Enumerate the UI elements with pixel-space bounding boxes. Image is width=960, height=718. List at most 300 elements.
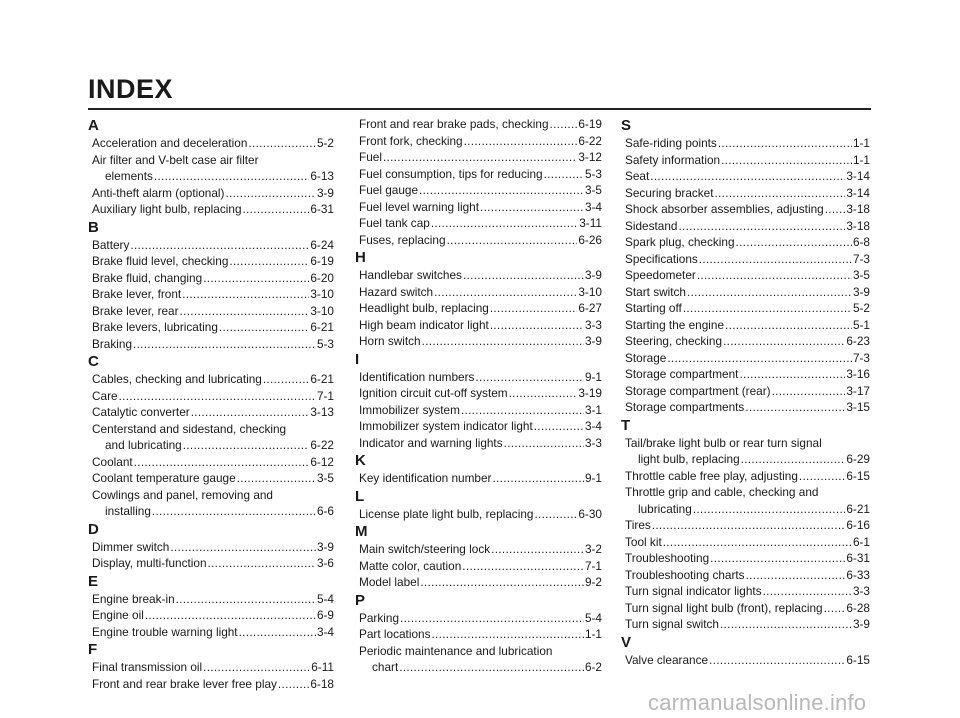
dot-leader — [490, 317, 584, 334]
entry-text: Fuel gauge — [359, 183, 419, 197]
page-number: 3-4 — [584, 199, 602, 214]
dot-leader — [170, 539, 316, 556]
page-number: 7-1 — [316, 388, 334, 403]
dot-leader — [182, 286, 309, 303]
index-entry[interactable] — [621, 484, 870, 517]
page-number: 5-4 — [584, 610, 602, 625]
entry-text: License plate light bulb, replacing — [359, 506, 534, 521]
entry-text: Coolant temperature gauge — [92, 471, 236, 485]
index-entry[interactable] — [355, 166, 602, 183]
page-number: 6-27 — [578, 301, 602, 315]
entry-text: Main switch/steering lock — [359, 542, 491, 556]
index-entry[interactable] — [621, 135, 870, 152]
dot-leader — [464, 133, 578, 150]
index-entry[interactable] — [621, 600, 870, 617]
entry-text: Brake lever, rear — [92, 303, 179, 318]
entry-text: Hazard switch — [359, 284, 434, 299]
index-entry[interactable] — [621, 251, 870, 268]
index-entry[interactable] — [355, 116, 602, 133]
page-number: 3-2 — [584, 542, 602, 556]
index-column-2 — [355, 116, 602, 676]
dot-leader — [134, 454, 310, 471]
dot-leader — [183, 437, 310, 454]
page-number: 3-13 — [310, 405, 334, 419]
entry-text: Turn signal switch — [625, 617, 719, 631]
dot-leader — [721, 152, 852, 169]
index-entry[interactable] — [355, 385, 602, 402]
index-entry[interactable] — [88, 487, 334, 520]
page-number: 3-3 — [584, 317, 602, 332]
dot-leader — [723, 333, 845, 350]
page-number: 3-15 — [846, 400, 870, 414]
entry-text: installing — [105, 504, 151, 518]
entry-text: light bulb, replacing — [638, 452, 740, 466]
watermark: carmanualsonline.info — [648, 690, 867, 715]
index-entry[interactable] — [621, 317, 870, 334]
dot-leader — [504, 435, 584, 452]
page-title: INDEX — [88, 74, 174, 104]
dot-leader — [278, 676, 309, 693]
page-number: 6-31 — [846, 551, 870, 565]
page-number: 3-9 — [316, 185, 334, 200]
page-number: 6-30 — [578, 506, 602, 521]
index-entry[interactable] — [621, 534, 870, 551]
index-entry[interactable] — [355, 267, 602, 284]
dot-leader — [663, 534, 852, 551]
index-entry[interactable] — [88, 388, 334, 405]
page-number: 6-31 — [310, 202, 334, 216]
dot-leader — [145, 607, 316, 624]
entry-text: Front fork, checking — [359, 133, 463, 148]
entry-text: Fuel tank cap — [359, 216, 430, 230]
index-entry[interactable] — [355, 574, 602, 591]
page-number: 7-3 — [852, 350, 870, 365]
index-entry[interactable] — [355, 199, 602, 216]
index-entry[interactable] — [355, 610, 602, 627]
page-number: 3-12 — [578, 150, 602, 164]
index-entry[interactable] — [355, 284, 602, 301]
dot-leader — [152, 503, 316, 520]
index-entry[interactable] — [621, 550, 870, 567]
entry-text: Display, multi-function — [92, 556, 207, 570]
index-entry[interactable] — [621, 267, 870, 284]
index-entry[interactable] — [355, 541, 602, 558]
entry-text: Starting the engine — [625, 317, 725, 332]
entry-text: Front and rear brake lever free play — [92, 676, 277, 691]
index-entry[interactable] — [355, 643, 602, 676]
index-entry[interactable] — [621, 383, 870, 400]
dot-leader — [462, 558, 584, 575]
entry-text: Valve clearance — [625, 652, 709, 667]
page-number: 6-28 — [846, 600, 870, 615]
page-number: 6-24 — [310, 237, 334, 252]
page-number: 3-10 — [310, 303, 334, 318]
dot-leader — [248, 135, 316, 152]
index-entry[interactable] — [88, 237, 334, 254]
index-entry[interactable] — [355, 182, 602, 199]
entry-text: Throttle cable free play, adjusting — [625, 468, 798, 483]
index-entry[interactable] — [621, 152, 870, 169]
dot-leader — [208, 555, 316, 572]
index-entry[interactable] — [621, 399, 870, 416]
page-number: 6-11 — [311, 660, 334, 674]
index-entry[interactable] — [621, 168, 870, 185]
page-number: 3-18 — [846, 202, 870, 216]
index-entry[interactable] — [88, 336, 334, 353]
entry-text: chart — [372, 660, 399, 674]
section-letter: K — [355, 452, 366, 469]
dot-leader — [239, 624, 316, 641]
section-letter: A — [88, 117, 99, 134]
dot-leader — [697, 267, 852, 284]
index-entry[interactable] — [621, 201, 870, 218]
index-entry[interactable] — [621, 218, 870, 235]
index-entry[interactable] — [621, 567, 870, 584]
page-number: 3-19 — [578, 386, 602, 400]
page-number: 3-9 — [316, 539, 334, 554]
dot-leader — [461, 402, 584, 419]
dot-leader — [650, 168, 845, 185]
index-entry[interactable] — [621, 185, 870, 202]
dot-leader — [741, 451, 846, 468]
page-number: 6-21 — [846, 501, 870, 516]
page-number: 9-2 — [584, 575, 602, 589]
index-entry[interactable] — [88, 253, 334, 270]
dot-leader — [491, 541, 584, 558]
entry-text: Dimmer switch — [92, 539, 170, 554]
dot-leader — [119, 388, 316, 405]
index-entry[interactable] — [88, 624, 334, 641]
dot-leader — [237, 470, 316, 487]
dot-leader — [736, 234, 852, 251]
page-number: 6-2 — [584, 660, 602, 674]
dot-leader — [229, 253, 309, 270]
index-entry[interactable] — [621, 517, 870, 534]
index-entry[interactable] — [88, 286, 334, 303]
index-entry[interactable] — [621, 333, 870, 350]
dot-leader — [475, 369, 584, 386]
index-entry[interactable] — [88, 201, 334, 218]
dot-leader — [400, 610, 584, 627]
dot-leader — [154, 168, 310, 185]
entry-text: Periodic maintenance and lubrication — [359, 643, 553, 658]
page-number: 3-4 — [316, 624, 334, 639]
entry-text: Battery — [92, 237, 130, 252]
section-letter: T — [621, 416, 631, 434]
page-number: 3-18 — [846, 218, 870, 233]
entry-text: Starting off — [625, 301, 682, 315]
page-number: 5-2 — [852, 301, 870, 315]
dot-leader — [825, 201, 846, 218]
index-entry[interactable] — [88, 303, 334, 320]
dot-leader — [203, 270, 309, 287]
index-entry[interactable] — [355, 300, 602, 317]
dot-leader — [225, 185, 315, 202]
page-number: 9-1 — [584, 369, 602, 384]
index-entry[interactable] — [355, 470, 602, 487]
page-number: 3-9 — [852, 284, 870, 299]
page-number: 3-3 — [852, 584, 870, 598]
page-number: 6-15 — [846, 468, 870, 483]
section-letter: S — [621, 117, 632, 134]
page-number: 6-15 — [846, 652, 870, 667]
entry-text: Storage compartment (rear) — [625, 383, 771, 398]
index-entry[interactable] — [355, 215, 602, 232]
index-entry[interactable] — [355, 626, 602, 643]
entry-text: Engine break-in — [92, 591, 175, 606]
dot-leader — [434, 284, 577, 301]
page-number: 6-18 — [310, 676, 334, 691]
page-number: 3-3 — [584, 435, 602, 450]
entry-text: Securing bracket — [625, 185, 714, 200]
page-number: 6-21 — [310, 372, 334, 386]
page-number: 6-22 — [578, 133, 602, 148]
index-entry[interactable] — [88, 454, 334, 471]
entry-text: Turn signal light bulb (front), replacing — [625, 600, 823, 615]
index-entry[interactable] — [355, 418, 602, 435]
index-entry[interactable] — [621, 284, 870, 301]
index-entry[interactable] — [621, 616, 870, 633]
entry-text: Spark plug, checking — [625, 235, 735, 249]
dot-leader — [725, 317, 852, 334]
entry-text: Ignition circuit cut-off system — [359, 386, 508, 400]
section-letter: D — [88, 520, 99, 538]
dot-leader — [203, 659, 310, 676]
section-letter: B — [88, 218, 99, 236]
dot-leader — [480, 199, 584, 216]
page-number: 3-5 — [852, 268, 870, 282]
dot-leader — [652, 517, 846, 534]
dot-leader — [715, 185, 846, 202]
page-number: 6-13 — [310, 169, 334, 183]
section-letter: L — [355, 487, 365, 505]
index-entry[interactable] — [621, 366, 870, 383]
index-entry[interactable] — [355, 232, 602, 249]
entry-text: Fuel level warning light — [359, 199, 479, 214]
entry-text: Tool kit — [625, 534, 662, 549]
dot-leader — [687, 284, 852, 301]
entry-text: Centerstand and sidestand, checking — [92, 421, 287, 436]
page-number: 1-1 — [584, 627, 602, 641]
page-number: 6-33 — [846, 567, 870, 582]
dot-leader — [419, 182, 584, 199]
entry-text: Brake fluid level, checking — [92, 254, 229, 268]
page-number: 5-3 — [316, 336, 334, 351]
page-number: 6-29 — [846, 452, 870, 466]
entry-text: Specifications — [625, 251, 698, 266]
dot-leader — [718, 135, 852, 152]
dot-leader — [509, 385, 578, 402]
index-entry[interactable] — [88, 470, 334, 487]
entry-text: High beam indicator light — [359, 317, 489, 332]
dot-leader — [422, 333, 584, 350]
page-number: 3-5 — [584, 183, 602, 197]
section-letter: E — [88, 572, 99, 590]
page-number: 6-26 — [578, 232, 602, 247]
entry-text: Fuses, replacing — [359, 232, 446, 247]
entry-text: Catalytic converter — [92, 405, 190, 419]
index-entry[interactable] — [355, 369, 602, 386]
dot-leader — [399, 659, 584, 676]
page-number: 3-5 — [316, 471, 334, 485]
entry-text: Safety information — [625, 152, 721, 167]
page-number: 3-14 — [846, 185, 870, 200]
page-number: 3-17 — [846, 383, 870, 398]
entry-text: Anti-theft alarm (optional) — [92, 185, 225, 200]
entry-text: Tires — [625, 518, 651, 532]
section-letter: C — [88, 353, 99, 370]
index-entry[interactable] — [88, 270, 334, 287]
entry-text: Final transmission oil — [92, 660, 203, 674]
index-entry[interactable] — [621, 350, 870, 367]
dot-leader — [130, 237, 309, 254]
page-number: 1-1 — [852, 136, 870, 150]
entry-text: Handlebar switches — [359, 268, 462, 282]
dot-leader — [431, 626, 583, 643]
index-entry[interactable] — [355, 435, 602, 452]
page-number: 6-19 — [310, 254, 334, 268]
page-number: 6-8 — [852, 235, 870, 249]
dot-leader — [176, 591, 316, 608]
dot-leader — [490, 300, 578, 317]
entry-text: Coolant — [92, 454, 133, 469]
entry-text: Model label — [359, 575, 420, 589]
page-number: 3-16 — [846, 367, 870, 381]
index-column-1 — [88, 116, 334, 692]
index-column-3 — [621, 116, 870, 668]
index-entry[interactable] — [355, 149, 602, 166]
title-rule — [88, 108, 871, 110]
page-number: 3-6 — [316, 556, 334, 570]
dot-leader — [824, 600, 846, 617]
dot-leader — [709, 652, 845, 669]
page-number: 6-23 — [846, 334, 870, 348]
section-letter: H — [355, 249, 366, 266]
entry-text: Front and rear brake pads, checking — [359, 117, 549, 131]
entry-text: Headlight bulb, replacing — [359, 301, 489, 315]
index-entry[interactable] — [355, 402, 602, 419]
index-entry[interactable] — [88, 591, 334, 608]
entry-text: Storage compartments — [625, 400, 745, 414]
entry-text: Tail/brake light bulb or rear turn signal — [625, 435, 822, 450]
index-entry[interactable] — [355, 133, 602, 150]
page-number: 6-16 — [846, 518, 870, 532]
section-letter: I — [355, 350, 360, 368]
page-number: 5-2 — [316, 136, 334, 150]
entry-text: Air filter and V-belt case air filter — [92, 152, 259, 167]
index-entry[interactable] — [355, 333, 602, 350]
index-entry[interactable] — [621, 583, 870, 600]
entry-text: Indicator and warning lights — [359, 435, 503, 450]
dot-leader — [745, 399, 845, 416]
index-entry[interactable] — [621, 300, 870, 317]
index-entry[interactable] — [88, 421, 334, 454]
entry-text: Parking — [359, 610, 399, 625]
index-entry[interactable] — [88, 555, 334, 572]
page-number: 3-9 — [852, 617, 870, 631]
entry-text: Storage compartment — [625, 367, 739, 381]
entry-text: Brake lever, front — [92, 287, 182, 301]
index-entry[interactable] — [621, 234, 870, 251]
page-number: 5-1 — [852, 317, 870, 332]
index-entry[interactable] — [355, 317, 602, 334]
entry-text: Auxiliary light bulb, replacing — [92, 202, 242, 216]
index-entry[interactable] — [88, 135, 334, 152]
page-number: 7-3 — [852, 251, 870, 266]
index-entry[interactable] — [88, 319, 334, 336]
entry-text: Engine oil — [92, 608, 144, 622]
dot-leader — [746, 567, 846, 584]
section-letter: M — [355, 523, 368, 540]
dot-leader — [383, 149, 577, 166]
index-entry[interactable] — [88, 539, 334, 556]
dot-leader — [799, 468, 845, 485]
index-entry[interactable] — [355, 558, 602, 575]
entry-text: Speedometer — [625, 268, 696, 282]
entry-text: Brake fluid, changing — [92, 270, 203, 285]
dot-leader — [710, 550, 845, 567]
entry-text: Sidestand — [625, 218, 678, 233]
dot-leader — [492, 470, 583, 487]
entry-text: Fuel consumption, tips for reducing — [359, 166, 543, 181]
dot-leader — [447, 232, 578, 249]
entry-text: Storage — [625, 350, 667, 365]
index-entry[interactable] — [88, 607, 334, 624]
dot-leader — [243, 201, 310, 218]
index-entry[interactable] — [621, 652, 870, 669]
index-entry[interactable] — [88, 404, 334, 421]
page-number: 3-10 — [578, 284, 602, 299]
page-number: 7-1 — [584, 558, 602, 573]
page-number: 3-14 — [846, 169, 870, 183]
index-entry[interactable] — [88, 371, 334, 388]
entry-text: Part locations — [359, 627, 431, 641]
page-number: 5-4 — [316, 591, 334, 606]
page-number: 1-1 — [852, 152, 870, 167]
entry-text: Start switch — [625, 284, 686, 299]
dot-leader — [463, 267, 584, 284]
page-number: 5-3 — [584, 166, 602, 181]
entry-text: Turn signal indicator lights — [625, 584, 762, 598]
dot-leader — [678, 218, 845, 235]
entry-text: Engine trouble warning light — [92, 624, 238, 639]
dot-leader — [534, 418, 584, 435]
dot-leader — [534, 506, 577, 523]
index-entry[interactable] — [621, 468, 870, 485]
entry-text: Key identification number — [359, 471, 492, 485]
dot-leader — [431, 215, 578, 232]
entry-text: Care — [92, 388, 118, 403]
index-entry[interactable] — [355, 506, 602, 523]
entry-text: Braking — [92, 336, 132, 351]
index-entry[interactable] — [88, 676, 334, 693]
index-entry[interactable] — [621, 435, 870, 468]
dot-leader — [683, 300, 852, 317]
dot-leader — [180, 303, 310, 320]
index-entry[interactable] — [88, 659, 334, 676]
entry-text: Cowlings and panel, removing and — [92, 487, 273, 502]
entry-text: Troubleshooting — [625, 551, 710, 565]
dot-leader — [739, 366, 845, 383]
page-number: 3-11 — [579, 216, 602, 230]
entry-text: Identification numbers — [359, 369, 475, 384]
entry-text: Safe-riding points — [625, 136, 717, 150]
entry-text: Steering, checking — [625, 334, 723, 348]
index-entry[interactable] — [88, 152, 334, 185]
index-entry[interactable] — [88, 185, 334, 202]
page-number: 6-21 — [310, 320, 334, 334]
page-number: 6-22 — [310, 438, 334, 452]
